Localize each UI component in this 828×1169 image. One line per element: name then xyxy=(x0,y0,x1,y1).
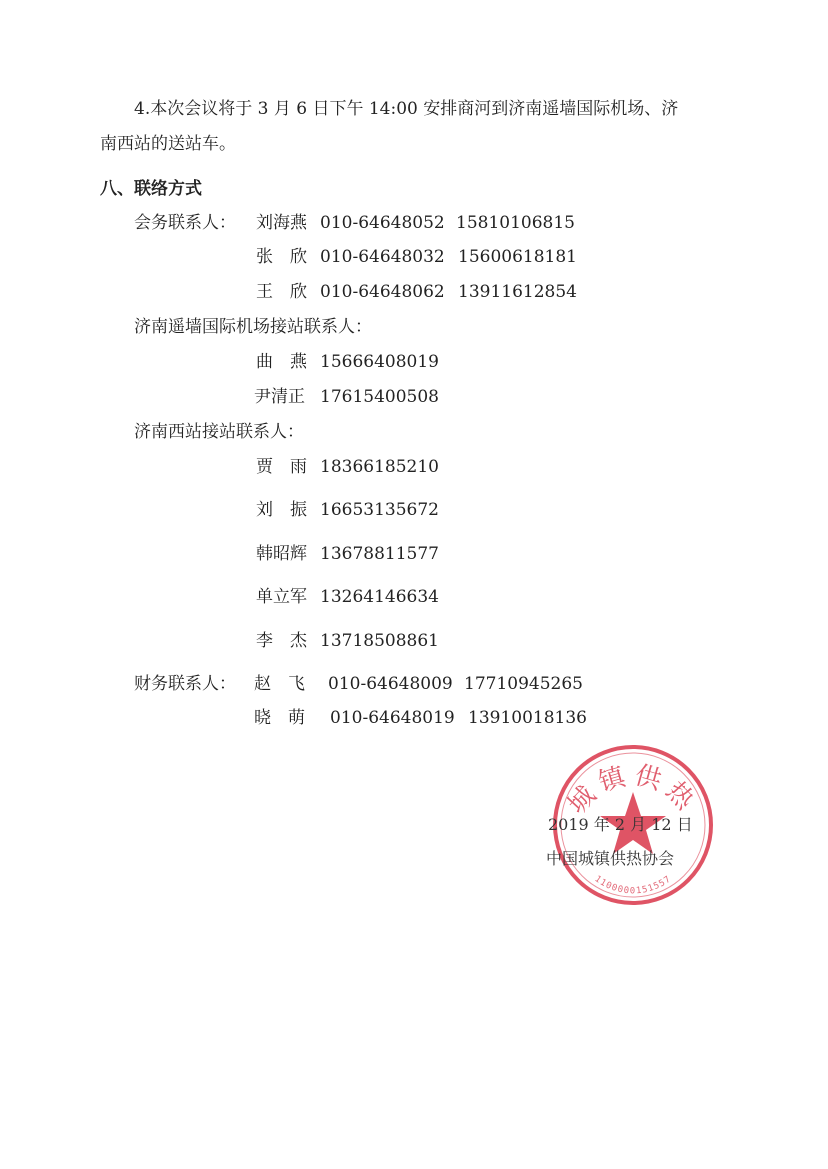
conference-contacts-label: 会务联系人： xyxy=(134,213,236,233)
finance-contact-mobile: 13910018136 xyxy=(468,708,587,728)
finance-contact-name: 赵 飞 xyxy=(254,674,305,694)
finance-contact-mobile: 17710945265 xyxy=(464,674,583,694)
airport-contact-mobile: 15666408019 xyxy=(320,352,439,372)
signature-organization: 中国城镇供热协会 xyxy=(546,849,675,868)
station-contact-name: 韩昭辉 xyxy=(256,544,307,564)
conference-contact-name: 张 欣 xyxy=(256,247,307,267)
conference-contact-phone: 010-64648062 xyxy=(320,282,445,302)
station-contact-mobile: 13718508861 xyxy=(320,631,439,651)
airport-contact-mobile: 17615400508 xyxy=(320,387,439,407)
conference-contact-mobile: 13911612854 xyxy=(458,282,577,302)
seal-serial: 1100000151557 xyxy=(592,874,674,897)
notice-item4-line1: 4.本次会议将于 3 月 6 日下午 14:00 安排商河到济南遥墙国际机场、济 xyxy=(134,99,679,119)
station-contact-name: 单立军 xyxy=(256,587,307,607)
conference-contact-name: 刘海燕 xyxy=(256,213,307,233)
station-contacts-label: 济南西站接站联系人： xyxy=(134,422,304,442)
airport-contact-name: 曲 燕 xyxy=(256,352,307,372)
signature-date: 2019 年 2 月 12 日 xyxy=(548,815,693,834)
conference-contact-mobile: 15600618181 xyxy=(458,247,577,267)
station-contact-name: 刘 振 xyxy=(256,500,307,520)
airport-contact-name: 尹清正 xyxy=(254,387,305,407)
station-contact-mobile: 13264146634 xyxy=(320,587,439,607)
station-contact-mobile: 18366185210 xyxy=(320,457,439,477)
finance-contact-phone: 010-64648009 xyxy=(328,674,453,694)
conference-contact-phone: 010-64648032 xyxy=(320,247,445,267)
section-heading: 八、联络方式 xyxy=(100,179,202,199)
conference-contact-name: 王 欣 xyxy=(256,282,307,302)
station-contact-name: 贾 雨 xyxy=(256,457,307,477)
station-contact-mobile: 16653135672 xyxy=(320,500,439,520)
conference-contact-mobile: 15810106815 xyxy=(456,213,575,233)
station-contact-mobile: 13678811577 xyxy=(320,544,439,564)
conference-contact-phone: 010-64648052 xyxy=(320,213,445,233)
notice-item4-line2: 南西站的送站车。 xyxy=(100,134,236,154)
airport-contacts-label: 济南遥墙国际机场接站联系人： xyxy=(134,317,372,337)
finance-contact-name: 晓 萌 xyxy=(254,708,305,728)
finance-contact-phone: 010-64648019 xyxy=(330,708,455,728)
finance-contacts-label: 财务联系人： xyxy=(134,674,236,694)
seal-text: 城镇供热 xyxy=(562,760,704,821)
station-contact-name: 李 杰 xyxy=(256,631,307,651)
